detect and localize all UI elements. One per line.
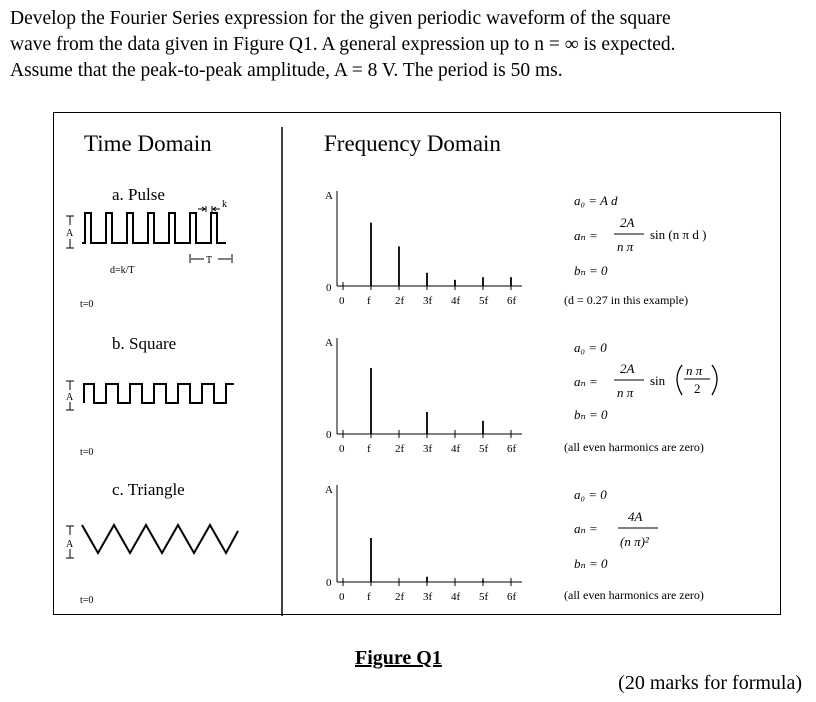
freq-tick-label: 5f (479, 443, 489, 455)
triangle-row (66, 480, 704, 606)
triangle-waveform (82, 525, 238, 553)
pulse-a0: a₀ = A d (574, 193, 618, 208)
triangle-an-den: (n π)² (620, 534, 649, 549)
freq-tick-label: 2f (395, 295, 405, 307)
question-line-2: wave from the data given in Figure Q1. A general expression up to n = ∞ is expected. (10, 34, 676, 55)
square-a0: a₀ = 0 (574, 340, 607, 355)
pulse-origin-label: t=0 (80, 299, 94, 310)
freq-tick-label: 3f (423, 295, 433, 307)
frequency-domain-heading: Frequency Domain (324, 131, 501, 156)
square-formulas (564, 340, 717, 454)
figure-canvas (54, 113, 782, 616)
pulse-an-lhs: aₙ = (574, 228, 598, 243)
freq-tick-label: 3f (423, 591, 433, 603)
freq-tick-label: 6f (507, 443, 517, 455)
square-row (66, 334, 717, 458)
triangle-title: c. Triangle (112, 480, 185, 499)
triangle-an-lhs: aₙ = (574, 521, 598, 536)
pulse-spectrum-zero: 0 (326, 282, 332, 294)
pulse-row (66, 185, 706, 310)
freq-tick-label: 4f (451, 443, 461, 455)
triangle-origin-label: t=0 (80, 595, 94, 606)
pulse-bn: bₙ = 0 (574, 263, 608, 278)
question-line-3: Assume that the peak-to-peak amplitude, A = 8 V. The period is 50 ms. (10, 60, 563, 81)
freq-tick-label: 2f (395, 591, 405, 603)
freq-tick-label: f (367, 591, 371, 603)
square-an-arg-den: 2 (694, 381, 701, 396)
triangle-formulas (564, 487, 704, 602)
marks-note: (20 marks for formula) (618, 672, 802, 694)
figure-caption: Figure Q1 (355, 647, 442, 669)
square-an-lhs: aₙ = (574, 374, 598, 389)
pulse-waveform (82, 213, 226, 243)
freq-tick-label: 0 (339, 443, 345, 455)
square-amp-label: A (66, 392, 74, 403)
triangle-a0: a₀ = 0 (574, 487, 607, 502)
pulse-an-num: 2A (620, 215, 635, 230)
freq-tick-label: 0 (339, 591, 345, 603)
freq-tick-label: 4f (451, 295, 461, 307)
square-an-arg-num: n π (686, 363, 703, 378)
triangle-spectrum (325, 484, 522, 603)
pulse-spectrum (325, 190, 522, 307)
figure-q1 (53, 112, 781, 615)
duty-cycle-label: d=k/T (110, 265, 135, 276)
pulse-title: a. Pulse (112, 185, 165, 204)
pulse-note: (d = 0.27 in this example) (564, 293, 689, 307)
period-label: T (206, 255, 213, 266)
freq-tick-label: 6f (507, 591, 517, 603)
freq-tick-label: f (367, 443, 371, 455)
square-title: b. Square (112, 334, 177, 353)
square-amplitude-marker (66, 381, 74, 410)
square-waveform (84, 384, 234, 403)
question-text (10, 6, 810, 84)
triangle-spectrum-zero: 0 (326, 577, 332, 589)
pulse-an-sin: sin (n π d ) (650, 227, 707, 242)
square-note: (all even harmonics are zero) (564, 440, 704, 454)
pulse-period-marker (190, 254, 232, 266)
triangle-bn: bₙ = 0 (574, 556, 608, 571)
pulse-amplitude-marker (66, 216, 74, 248)
square-origin-label: t=0 (80, 447, 94, 458)
freq-tick-label: 6f (507, 295, 517, 307)
freq-tick-label: 2f (395, 443, 405, 455)
pulse-spectrum-ymax: A (325, 190, 333, 202)
square-an-den: n π (617, 385, 634, 400)
square-spectrum (325, 337, 522, 455)
square-an-num: 2A (620, 361, 635, 376)
square-an-sin: sin (650, 373, 666, 388)
freq-tick-label: 0 (339, 295, 345, 307)
freq-tick-label: 3f (423, 443, 433, 455)
triangle-spectrum-lines (371, 538, 483, 582)
pulse-k-marker (198, 199, 227, 212)
pulse-spectrum-lines (371, 223, 511, 286)
k-label: k (222, 199, 227, 210)
square-spectrum-ymax: A (325, 337, 333, 349)
pulse-formulas (564, 193, 706, 307)
freq-tick-label: 5f (479, 591, 489, 603)
square-spectrum-zero: 0 (326, 429, 332, 441)
triangle-amplitude-marker (66, 526, 74, 558)
freq-tick-label: f (367, 295, 371, 307)
pulse-amp-label: A (66, 228, 74, 239)
freq-tick-label: 4f (451, 591, 461, 603)
pulse-an-den: n π (617, 239, 634, 254)
triangle-an-num: 4A (628, 509, 643, 524)
triangle-amp-label: A (66, 539, 74, 550)
triangle-note: (all even harmonics are zero) (564, 588, 704, 602)
square-spectrum-lines (371, 368, 483, 434)
question-line-1: Develop the Fourier Series expression for the given periodic waveform of the square (10, 8, 671, 29)
square-bn: bₙ = 0 (574, 407, 608, 422)
freq-tick-label: 5f (479, 295, 489, 307)
time-domain-heading: Time Domain (84, 131, 212, 156)
triangle-spectrum-ymax: A (325, 484, 333, 496)
